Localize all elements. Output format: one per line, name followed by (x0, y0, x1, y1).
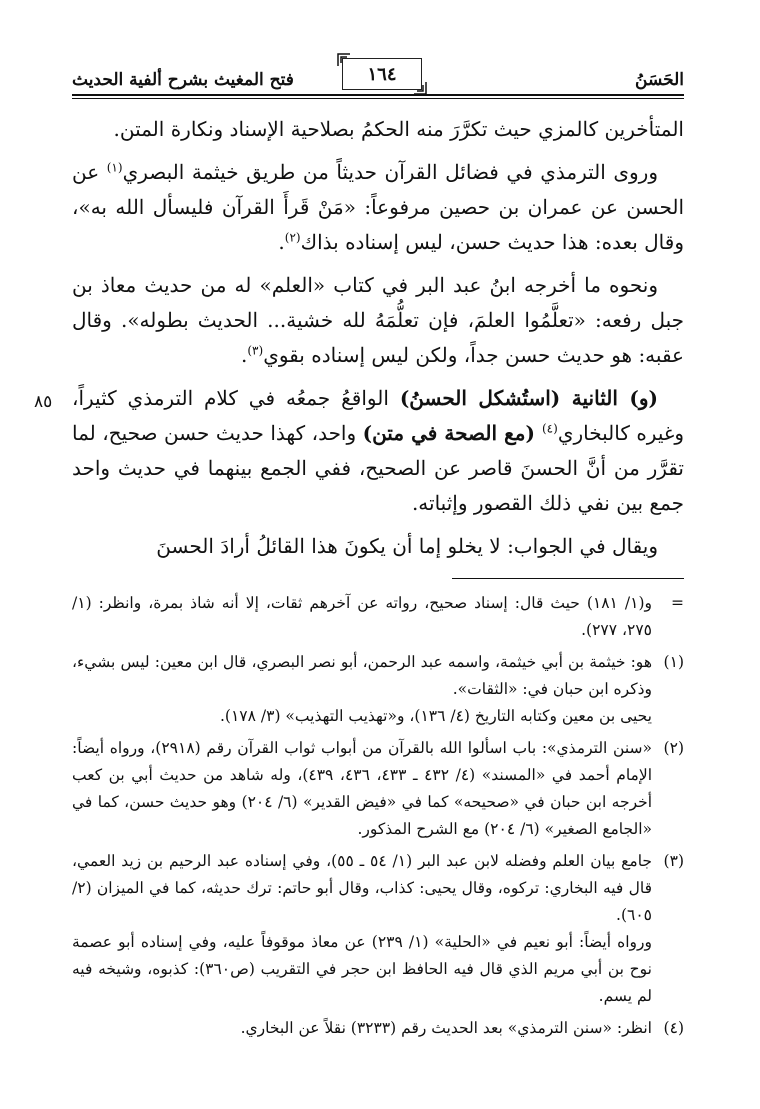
text-run: . (241, 343, 248, 367)
footnote-text: و(١/ ١٨١) حيث قال: إسناد صحيح، رواته عن آخرهم ثقات، إلا أنه شاذ بمرة، وانظر: (١/ ٢٧٥، ٢٧٧). (72, 594, 652, 639)
footnote-ref[interactable]: (٤) (541, 421, 558, 436)
footnote-1 (72, 649, 684, 730)
text-run: . (278, 230, 285, 254)
footnote-text: جامع بيان العلم وفضله لابن عبد البر (١/ ٥٤ ـ ٥٥)، وفي إسناده عبد الرحيم بن زيد العمي، قال فيه البخاري: تركوه، وقال يحيى: كذاب، وقال أبو حاتم: ترك حديثه، كما في الميزان (٢/ ٦٠٥). (72, 852, 652, 924)
footnote-mark: (٢) (663, 739, 684, 757)
footnote-4 (72, 1015, 684, 1042)
page-header (72, 56, 684, 100)
page-number: ١٦٤ (367, 63, 397, 85)
chapter-title: الحَسَنُ (635, 70, 684, 90)
footnote-mark: (٤) (663, 1019, 684, 1037)
footnote-mark: = (671, 594, 684, 612)
paragraph-1: المتأخرين كالمزي حيث تكرَّرَ منه الحكمُ بصلاحية الإسناد ونكارة المتن. (113, 117, 684, 141)
paragraph-4 (72, 381, 684, 521)
footnote-mark: (٣) (663, 852, 684, 870)
footnote-mark: (١) (663, 653, 684, 671)
footnote-text: ورواه أيضاً: أبو نعيم في «الحلية» (١/ ٢٣٩) عن معاذ موقوفاً عليه، وفي إسناده أبو عصمة نوح بن أبي مريم الذي قال فيه الحافظ ابن حجر في التقريب (ص٣٦٠): كذبوه، وشيخه فيه لم يسم. (72, 933, 653, 1005)
footnote-3 (72, 848, 684, 1010)
paragraph-3 (72, 268, 684, 373)
corner-ornament-icon (413, 81, 427, 95)
text-run: وروى الترمذي في فضائل القرآن حديثاً من طريق خيثمة البصري (122, 160, 658, 184)
footnote-text: «سنن الترمذي»: باب اسألوا الله بالقرآن من أبواب ثواب القرآن رقم (٢٩١٨)، ورواه أيضاً: الإمام أحمد في «المسند» (٤/ ٤٣٢ ـ ٤٣٣، ٤٣٦، ٤٣٩)، وله شاهد من حديث أبي بن كعب أخرجه ابن حبان في «صحيحه» كما في «فيض القدير» (٦/ ٢٠٤) وهو حديث حسن، كما في «الجامع الصغير» (٦/ ٢٠٤) مع الشرح المذكور. (72, 739, 653, 838)
text-run: الواقعُ جمعُه في كلام الترمذي كثيراً، وغيره كالبخاري (72, 386, 684, 445)
footnote-text: انظر: «سنن الترمذي» بعد الحديث رقم (٣٢٣٣) نقلاً عن البخاري. (240, 1019, 652, 1037)
header-rule (72, 94, 684, 96)
text-run: ونحوه ما أخرجه ابنُ عبد البر في كتاب «العلم» له من حديث معاذ بن جبل رفعه: «تعلَّمُوا العلمَ، فإن تعلُّمَهُ لله خشية... الحديث بطوله». وقال عقبه: هو حديث حسن جداً، ولكن ليس إسناده بقوي (72, 273, 684, 367)
footnote-text: يحيى بن معين وكتابه التاريخ (٤/ ١٣٦)، و«تهذيب التهذيب» (٣/ ١٧٨). (220, 707, 652, 725)
footnote-ref[interactable]: (٢) (284, 230, 301, 245)
margin-verse-number: ٨٥ (34, 392, 53, 412)
book-title: فتح المغيث بشرح ألفية الحديث (72, 70, 294, 90)
paragraph-5: ويقال في الجواب: لا يخلو إما أن يكونَ هذا القائلُ أرادَ الحسنَ (156, 534, 658, 558)
verse-quote: (استُشكل الحسنُ) (399, 386, 561, 410)
verse-quote: (مع الصحة في متن) (362, 421, 542, 445)
main-text (72, 112, 684, 572)
header-rule-thin (72, 98, 684, 99)
footnote-separator (452, 578, 684, 579)
footnotes (72, 590, 684, 1047)
text-run: (و) الثانية (560, 386, 658, 410)
paragraph-2 (72, 155, 684, 260)
text-run: عن الحسن عن عمران بن حصين مرفوعاً: «مَنْ قَرأَ القرآن فليسأل الله به»، وقال بعده: هذا حديث حسن، ليس إسناده بذاك (72, 160, 684, 254)
page-number-box (342, 58, 422, 90)
footnote-ref[interactable]: (١) (106, 160, 123, 175)
footnote-continuation (72, 590, 684, 644)
footnote-ref[interactable]: (٣) (247, 343, 264, 358)
corner-ornament-icon (337, 53, 351, 67)
text-run: واحد، كهذا حديث حسن صحيح، لما تقرَّر من أنَّ الحسنَ قاصر عن الصحيح، ففي الجمع بينهما في حديث واحد جمع بين نفي ذلك القصور وإثباته. (72, 421, 684, 515)
footnote-2 (72, 735, 684, 843)
footnote-text: هو: خيثمة بن أبي خيثمة، واسمه عبد الرحمن، أبو نصر البصري، قال ابن معين: ليس بشيء، وذكره ابن حبان في: «الثقات». (72, 653, 652, 698)
